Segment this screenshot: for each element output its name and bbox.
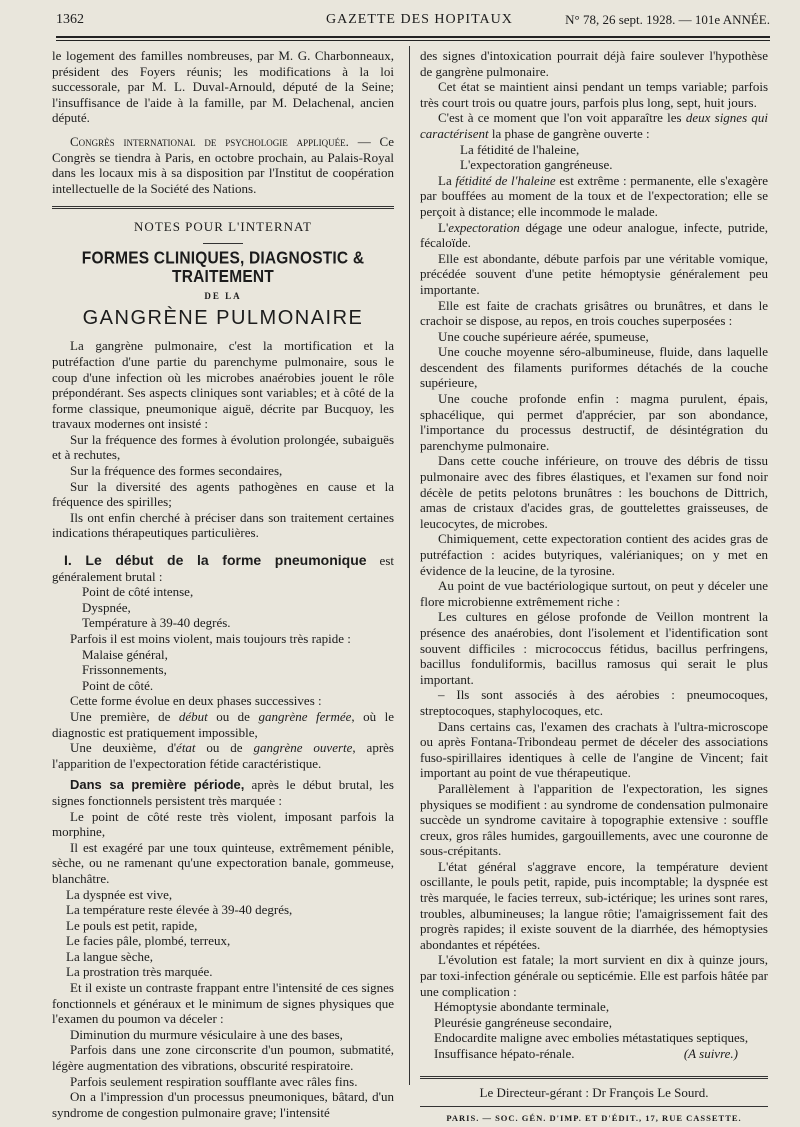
divider (52, 206, 394, 209)
list-item: Point de côté. (82, 677, 154, 693)
list-item: Endocardite maligne avec embolies métastatiques septiques, (434, 1030, 749, 1046)
list-item: La langue sèche, (66, 948, 153, 964)
page-header (56, 10, 770, 32)
to-be-continued: (A suivre.) (683, 1046, 738, 1061)
printer-line: PARIS. — SOC. GÉN. D'IMP. ET D'ÉDIT., 17, RUE CASSETTE. (420, 1106, 768, 1127)
left-column (52, 48, 394, 1120)
list-item: La prostration très marquée. (66, 964, 213, 980)
italic-run: état (176, 740, 196, 756)
italic-run: expectoration (448, 219, 520, 235)
paragraph: Dans certains cas, l'examen des crachats à l'ultra-microscope ou après Fontana-Tribondeau permet de déceler des associations fuso-spirillaires identiques à celle de l'angine de Vincent; fait important au point de vue thérapeutique. (420, 718, 768, 781)
list-item: Pleurésie gangréneuse secondaire, (434, 1014, 612, 1030)
right-column (420, 48, 768, 1127)
header-rule-thin (56, 40, 770, 41)
paragraph: Au point de vue bactériologique surtout, on peut y déceler une flore microbienne extrêmement riche : (420, 578, 768, 609)
text-run: ou de (195, 740, 254, 756)
list-item: La température reste élevée à 39-40 degrés, (66, 902, 293, 918)
column-divider (409, 46, 410, 1085)
paragraph: des signes d'intoxication pourrait déjà faire soulever l'hypothèse de gangrène pulmonaire. (420, 48, 768, 79)
paragraph (52, 740, 394, 771)
paragraph: le logement des familles nombreuses, par M. G. Charbonneaux, président des Foyers réunis; les modifications à la loi successorale, par M. L. Duval-Arnould, député de la Seine; l'insuffisance de l'aide à la famille, par M. Delachenal, ancien député. (52, 48, 394, 126)
text-run: Insuffisance hépato-rénale. (434, 1046, 575, 1061)
section-heading: Dans sa première période, (70, 777, 245, 793)
paragraph (420, 220, 768, 251)
section-heading: Congrès international de psychologie appliquée. (70, 133, 349, 149)
paragraph: Cet état se maintient ainsi pendant un temps variable; parfois très court trois ou quatre jours, parfois plus long, sept, huit jours. (420, 79, 768, 110)
paragraph: Il est exagéré par une toux quinteuse, extrêmement pénible, sèche, ou ne ramenant qu'une expectoration banale, gommeuse, blanchâtre. (52, 839, 394, 886)
page-number: 1362 (56, 12, 84, 27)
paragraph: Les cultures en gélose profonde de Veillon montrent la présence des anaérobies, dont l'isolement et l'identification sont souvent difficiles : micrococcus fétidus, bacillus perfringens, bacillus fonduliformis, bacillus ramosus qui serait le plus important. (420, 609, 768, 687)
paragraph: On a l'impression d'un processus pneumoniques, bâtard, d'un syndrome de congestion pulmonaire grave; l'intensité (52, 1089, 394, 1120)
list-item: Malaise général, (82, 646, 168, 662)
paragraph: Elle est faite de crachats grisâtres ou brunâtres, et dans le crachoir se dispose, au repos, en trois couches superposées : (420, 297, 768, 329)
paragraph: Sur la diversité des agents pathogènes en cause et la fréquence des spirilles; (52, 478, 394, 510)
italic-run: gangrène fermée (258, 708, 352, 724)
paragraph: Une couche supérieure aérée, spumeuse, (438, 328, 649, 344)
text-run: L' (438, 219, 449, 235)
text-run: Une première, de (70, 708, 179, 724)
journal-title: GAZETTE DES HOPITAUX (326, 12, 513, 27)
italic-run: début (178, 708, 208, 724)
section-heading: I. Le début de la forme pneumonique (64, 552, 367, 569)
issue-info: N° 78, 26 sept. 1928. — 101e ANNÉE. (565, 12, 770, 27)
paragraph: – Ils sont associés à des aérobies : pneumocoques, streptocoques, staphylocoques, etc. (420, 687, 768, 718)
list-item: La dyspnée est vive, (66, 886, 173, 902)
paragraph: Parfois dans une zone circonscrite d'un poumon, submatité, légère augmentation des vibrations, obscurité respiratoire. (52, 1042, 394, 1074)
paragraph: Parallèlement à l'apparition de l'expectoration, les signes physiques se modifient : au syndrome de condensation pulmonaire succède un syndrome cavitaire à topographie extensive : souffle creux, gros râles humides, gargouillements, avec une couronne de sous-crépitants. (420, 780, 768, 859)
text-run: la phase de gangrène ouverte : (488, 125, 650, 141)
text-run: Une deuxième, d' (70, 740, 177, 756)
paragraph: Ils ont enfin cherché à préciser dans son traitement certaines indications thérapeutiques particulières. (52, 509, 394, 541)
text-run: , après l'apparition de l'expectoration fétide caractéristique. (52, 740, 394, 771)
paragraph (420, 110, 768, 141)
footer-divider (420, 1076, 768, 1079)
header-rule (56, 36, 770, 38)
paragraph: Cette forme évolue en deux phases successives : (70, 693, 322, 709)
paragraph: La gangrène pulmonaire, c'est la mortification et la putréfaction d'une partie du parenchyme pulmonaire, sous le coup d'une infection où les microbes anaérobies jouent le rôle prépondérant. Ses aspects cliniques sont variables; et à côté de la forme classique, pneumonique aiguë, décrite par Bucquoy, les travaux modernes ont insisté : (52, 338, 394, 432)
italic-run: gangrène ouverte (253, 740, 353, 756)
paragraph: Une couche profonde enfin : magma purulent, épais, sphacélique, qui permet d'apprécier, par son abondance, l'importance du processus destructif, de désintégration du parenchyme pulmonaire. (420, 391, 768, 453)
paragraph (52, 709, 394, 740)
paragraph (52, 777, 394, 808)
paragraph: Sur la fréquence des formes secondaires, (70, 463, 283, 479)
list-item: Le pouls est petit, rapide, (66, 917, 198, 933)
text-run: ou de (207, 708, 259, 724)
list-item: Point de côté intense, (82, 584, 194, 600)
paragraph: Parfois seulement respiration soufflante avec râles fins. (70, 1073, 358, 1089)
article-title-connector: DE LA (204, 291, 242, 302)
paragraph: Parfois il est moins violent, mais toujours très rapide : (70, 631, 351, 646)
text-run: C'est à ce moment que l'on voit apparaître les (438, 110, 686, 126)
list-item: Le facies pâle, plombé, terreux, (66, 933, 231, 949)
paragraph: Sur la fréquence des formes à évolution prolongée, subaiguës et à rechutes, (52, 431, 394, 463)
list-item: La fétidité de l'haleine, (460, 141, 580, 157)
director-line: Le Directeur-gérant : Dr François Le Sourd. (479, 1084, 709, 1100)
short-divider (203, 243, 243, 244)
paragraph: L'évolution est fatale; la mort survient en dix à quinze jours, par toxi-infection générale ou septicémie. Elle est parfois hâtée par une complication : (420, 952, 768, 999)
paragraph: Une couche moyenne séro-albumineuse, fluide, dans laquelle descendent des filaments puriformes détachés de la couche supérieure, (420, 344, 768, 391)
text-run: est extrême : permanente, elle s'exagère par bouffées au moment de la toux et de l'expectoration; elle se perçoit à distance; elle incommode le malade. (420, 172, 769, 219)
paragraph (420, 173, 768, 220)
list-item: L'expectoration gangréneuse. (460, 157, 613, 173)
paragraph-text: — Ce Congrès se tiendra à Paris, en octobre prochain, au Palais-Royal dans les locaux mis à sa disposition par l'Institut de coopération intellectuelle de la Société des Nations. (52, 133, 394, 196)
article-subject-title: GANGRÈNE PULMONAIRE (82, 306, 364, 329)
section-heading-para (52, 553, 394, 584)
paragraph: Elle est abondante, débute parfois par une véritable vomique, précédée souvent d'une petite hémoptysie généralement peu importante. (420, 250, 768, 297)
paragraph: Diminution du murmure vésiculaire à une des bases, (70, 1026, 343, 1042)
paragraph: Le point de côté reste très violent, imposant parfois la morphine, (52, 808, 394, 840)
text-run: , où le diagnostic est pratiquement impossible, (52, 708, 394, 740)
list-item: Hémoptysie abondante terminale, (434, 999, 610, 1015)
list-item: Frissonnements, (82, 662, 167, 678)
text-run: La (438, 172, 456, 188)
section-kicker: NOTES POUR L'INTERNAT (134, 219, 312, 235)
paragraph: L'état général s'aggrave encore, la température devient oscillante, le pouls petit, rapide, puis incomptable; la dyspnée est très marquée, le facies terreux, sub-ictérique; les urines sont rares, troubles, albumineuses; la langue rôtie; l'amaigrissement fait des progrès rapides; il existe souvent de la diarrhée, des hémoptysies abondantes et répétées. (420, 858, 768, 952)
list-item: Dyspnée, (82, 599, 131, 615)
list-item: Température à 39-40 degrés. (82, 615, 231, 631)
paragraph: Chimiquement, cette expectoration contient des acides gras de putréfaction : acides butyriques, valérianiques; on y met en évidence de la leucine, de la tyrosine. (420, 531, 768, 578)
paragraph-text: est généralement brutal : (52, 553, 394, 584)
article-title: FORMES CLINIQUES, DIAGNOSTIC & TRAITEMENT (81, 248, 365, 286)
paragraph (52, 134, 394, 196)
text-run: dégage une odeur analogue, infecte, putride, fécaloïde. (420, 219, 768, 251)
paragraph: Dans cette couche inférieure, on trouve des débris de tissu pulmonaire avec des fibres élastiques, et l'examen sur fond noir décèle de petits pelotons brunâtres : les bouchons de Dittrich, amas de cristaux d'acides gras, de gouttelettes graisseuses, de leucocytes, de microbes. (420, 453, 768, 531)
italic-run: deux signes qui caractérisent (420, 110, 768, 141)
paragraph: Et il existe un contraste frappant entre l'intensité de ces signes fonctionnels et généraux et le minimum de signes physiques que l'examen du poumon va déceler : (52, 980, 394, 1027)
text-run: après le début brutal, les signes fonctionnels persistent très marquée : (52, 777, 394, 808)
list-item (420, 1046, 768, 1062)
italic-run: fétidité de l'haleine (455, 172, 556, 188)
